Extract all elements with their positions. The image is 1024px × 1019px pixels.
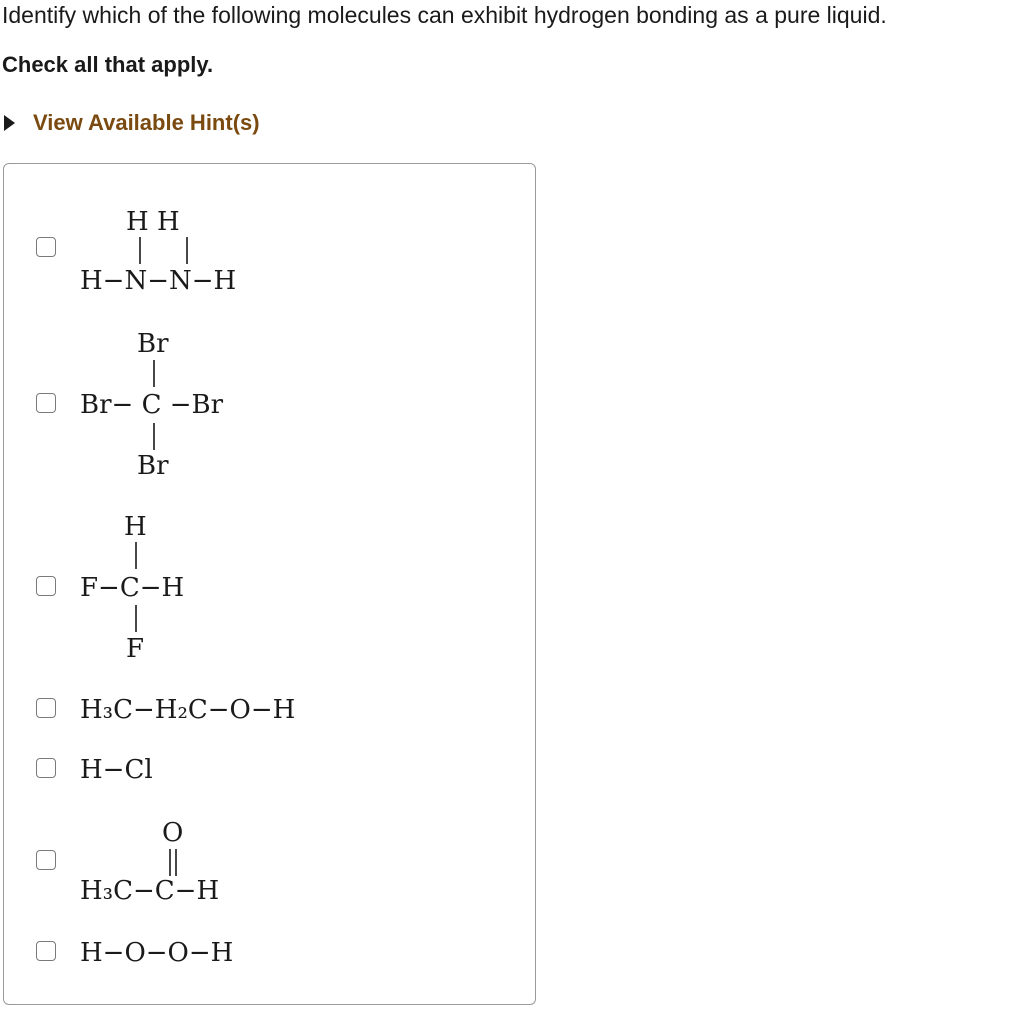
instruction-text: Check all that apply.	[2, 52, 214, 77]
ch2f2-main-row: F−C−H	[80, 573, 185, 603]
structure-hydrazine	[80, 207, 236, 296]
hydrazine-main-row: H−N−N−H	[80, 266, 237, 296]
ch2f2-bottom-row: F	[126, 634, 145, 664]
acetaldehyde-top-row: O	[162, 818, 184, 848]
structure-ethanol: H₃C−H₂C−O−H	[80, 695, 296, 725]
cbr4-main-row: Br− C −Br	[80, 390, 224, 420]
cbr4-bottom-row: Br	[137, 451, 169, 481]
structure-hydrogen-peroxide: H−O−O−H	[80, 938, 234, 968]
hint-label: View Available Hint(s)	[33, 110, 260, 135]
question-prompt: Identify which of the following molecules can exhibit hydrogen bonding as a pure liquid.	[2, 2, 887, 28]
hydrazine-top-row: H H	[126, 207, 180, 237]
structure-acetaldehyde	[80, 818, 219, 906]
acetaldehyde-main-row: H₃C−C−H	[80, 876, 220, 906]
ch2f2-top-row: H	[124, 512, 147, 542]
cbr4-top-row: Br	[137, 329, 169, 359]
structure-difluoromethane	[80, 512, 184, 664]
structure-hydrogen-chloride: H−Cl	[80, 755, 153, 785]
structure-carbon-tetrabromide	[80, 329, 224, 481]
